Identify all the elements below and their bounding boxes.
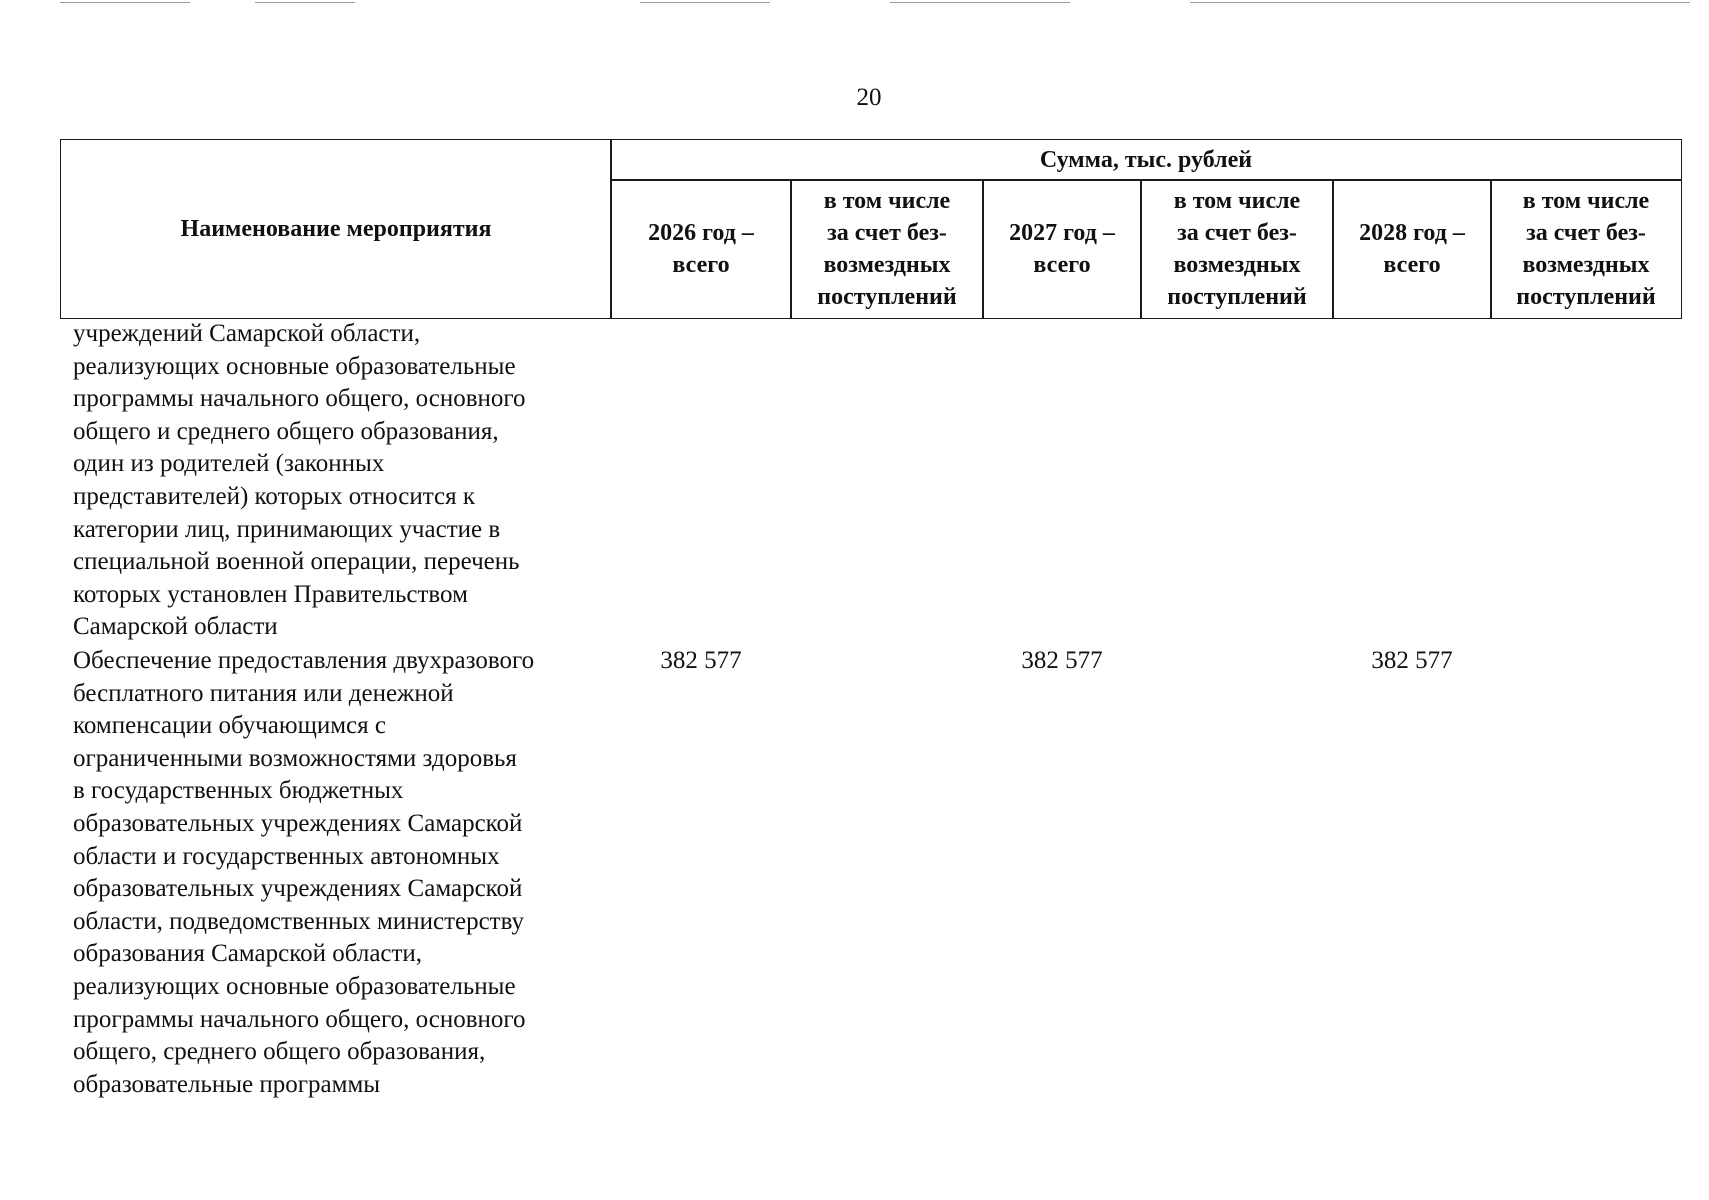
page-number: 20 <box>856 84 882 111</box>
value-2027-total: 382 577 <box>1021 647 1103 674</box>
scan-edge-line <box>255 2 355 3</box>
column-header-2027-total: 2027 год – всего <box>982 179 1142 319</box>
column-header-2028-gratuitous: в том числе за счет без- возмездных поступлений <box>1490 179 1682 319</box>
header-name-column <box>60 139 612 319</box>
header-sum-group <box>610 139 1682 181</box>
value-2026-total: 382 577 <box>660 647 742 674</box>
header-sum-label: Сумма, тыс. рублей <box>1039 147 1253 173</box>
header-name-label: Наименование мероприятия <box>180 216 492 242</box>
row-name-continued: учреждений Самарской области, реализующих основные образовательные программы начального общего, основного общего и среднего общего образования, один из родителей (законных представителей) которых относится к категории лиц, принимающих участие в специальной военной операции, перечень которых установлен Правительством Самарской области <box>73 320 526 641</box>
scan-edge-line <box>640 2 770 3</box>
scan-edge-line <box>1190 2 1690 3</box>
row-name: Обеспечение предоставления двухразового бесплатного питания или денежной компенсации обучающимся с ограниченными возможностями здоровья в государственных бюджетных образовательных учреждениях Самарской области и государственных автономных образовательных учреждениях Самарской области, подведомственных министерству образования Самарской области, реализующих основные образовательные программы начального общего, основного общего, среднего общего образования, образовательные программы <box>73 647 535 1098</box>
column-header-2026-total: 2026 год – всего <box>610 179 792 319</box>
scan-edge-line <box>890 2 1070 3</box>
column-header-2026-gratuitous: в том числе за счет без- возмездных поступлений <box>790 179 984 319</box>
value-2028-total: 382 577 <box>1371 647 1453 674</box>
column-header-2027-gratuitous: в том числе за счет без- возмездных поступлений <box>1140 179 1334 319</box>
column-header-2028-total: 2028 год – всего <box>1332 179 1492 319</box>
scan-edge-line <box>60 2 190 3</box>
